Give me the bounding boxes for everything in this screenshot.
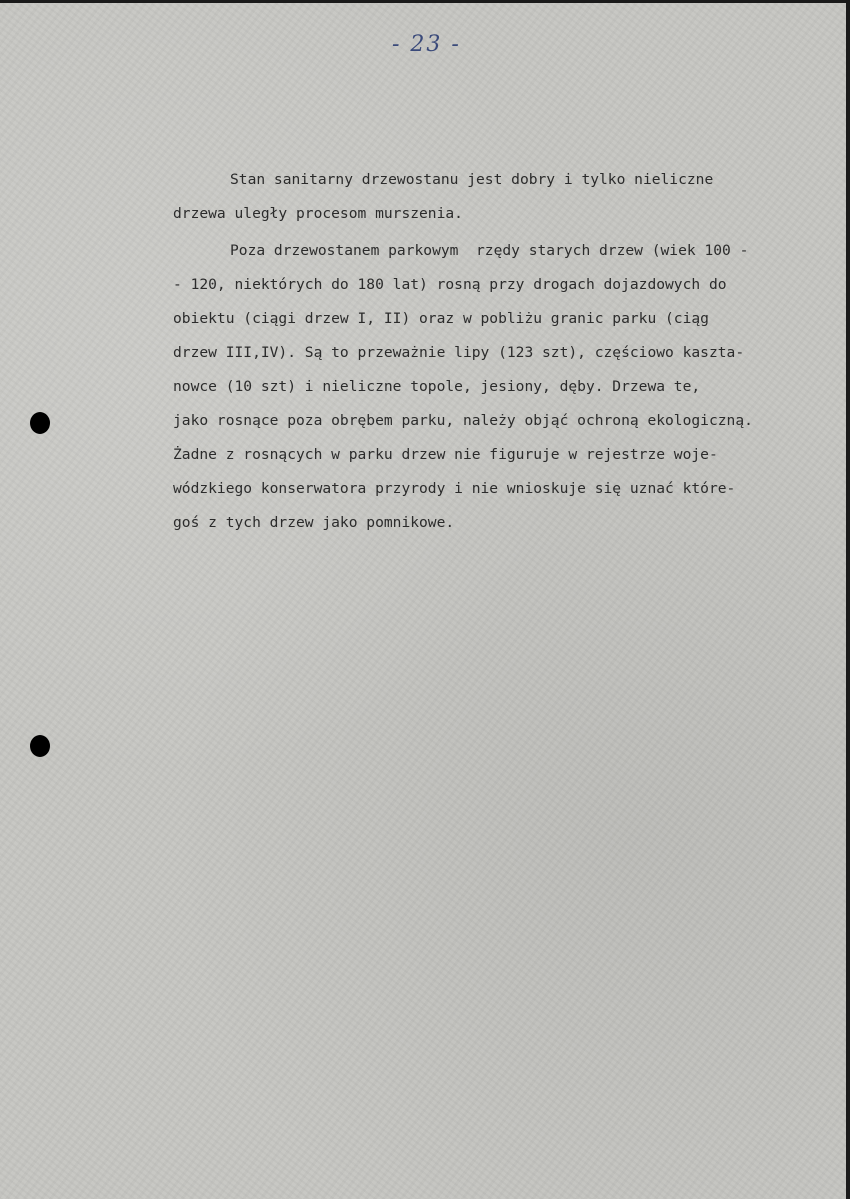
scan-edge-right (846, 0, 850, 1199)
text-line-6: drzew III,IV). Są to przeważnie lipy (123 szt), częściowo kaszta- (173, 344, 745, 361)
text-line-1: Stan sanitarny drzewostanu jest dobry i tylko nieliczne (230, 171, 714, 188)
page-number: - 23 - (392, 32, 461, 57)
text-line-10: wódzkiego konserwatora przyrody i nie wnioskuje się uznać które- (173, 480, 736, 497)
text-line-3: Poza drzewostanem parkowym rzędy starych drzew (wiek 100 - (230, 242, 749, 259)
text-line-9: Żadne z rosnących w parku drzew nie figuruje w rejestrze woje- (173, 446, 718, 463)
text-line-11: goś z tych drzew jako pomnikowe. (173, 514, 455, 531)
text-line-7: nowce (10 szt) i nieliczne topole, jesiony, dęby. Drzewa te, (173, 378, 701, 395)
text-line-2: drzewa uległy procesom murszenia. (173, 205, 463, 222)
scan-edge-top (0, 0, 850, 3)
text-line-8: jako rosnące poza obrębem parku, należy objąć ochroną ekologiczną. (173, 412, 753, 429)
punch-hole-bottom (30, 735, 50, 757)
punch-hole-top (30, 412, 50, 434)
text-line-5: obiektu (ciągi drzew I, II) oraz w pobliżu granic parku (ciąg (173, 310, 709, 327)
text-line-4: - 120, niektórych do 180 lat) rosną przy drogach dojazdowych do (173, 276, 727, 293)
